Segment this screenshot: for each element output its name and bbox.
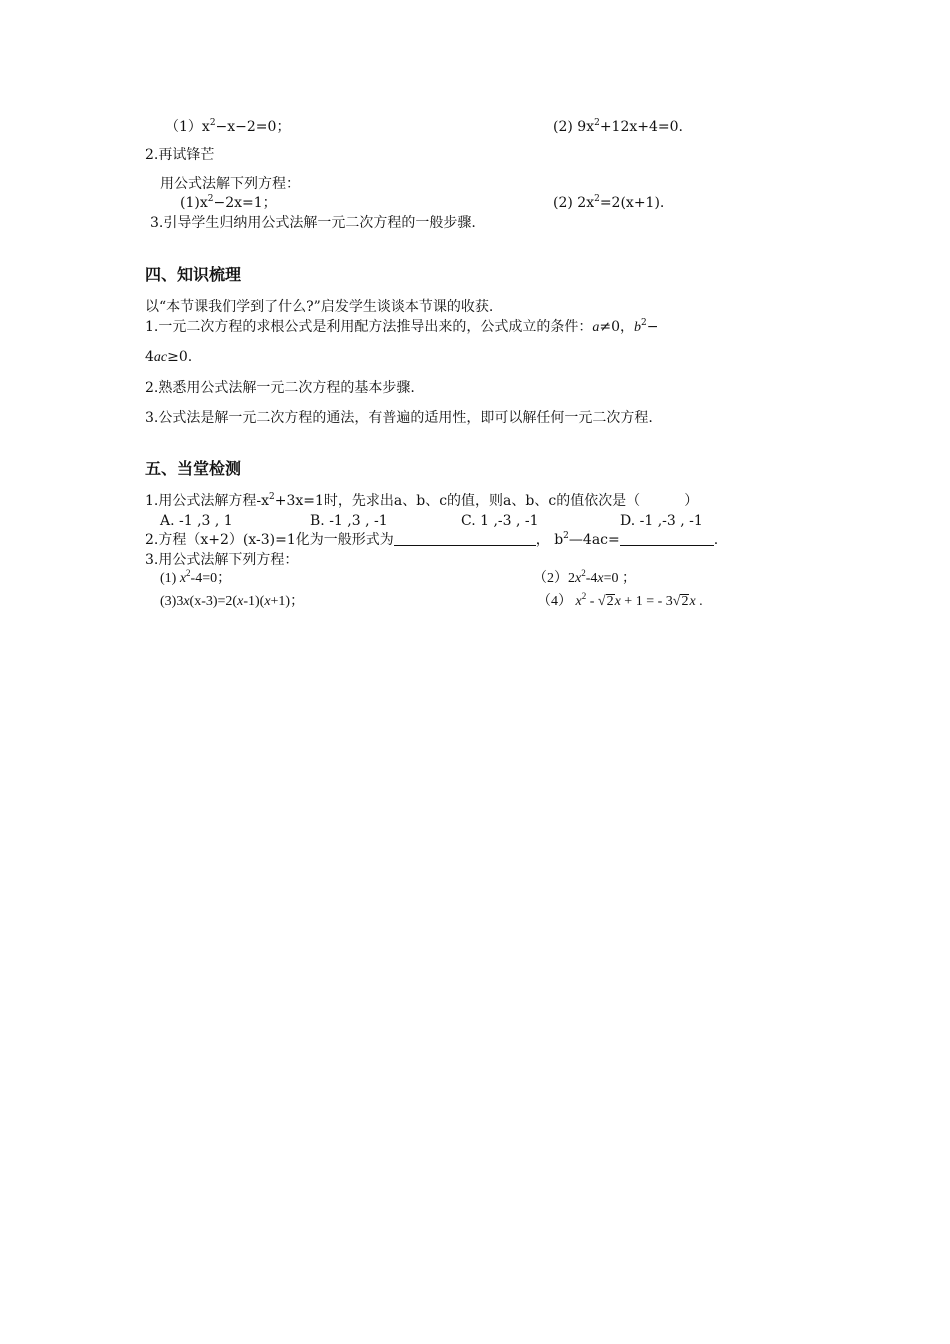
knowledge-intro: 以“本节课我们学到了什么?”启发学生谈谈本节课的收获.	[145, 299, 494, 315]
question-3-part-3: (3)3x(x-3)=2(x-1)(x+1)；	[160, 594, 305, 609]
section-2-intro: 用公式法解下列方程：	[160, 176, 300, 192]
question-3-part-2: $(2)2x^2-4x=0$ ；	[533, 568, 637, 586]
question-2: 2.方程（x+2）(x-3)=1化为一般形式为 ， $b^2—4ac=$ .	[145, 531, 719, 548]
question-1-option-d: D. -1 ,-3 , -1	[620, 513, 703, 529]
knowledge-item-3: 3.公式法是解一元二次方程的通法，有普遍的适用性，即可以解任何一元二次方程.	[145, 410, 653, 426]
top-problem-2: (2) $9x^2+12x+4=0$.	[553, 118, 683, 135]
question-3-part-4: （4） $x^2 - √2x + 1$ = - 3√2x .	[537, 591, 703, 609]
knowledge-item-1-cont: 4ac≥0.	[145, 349, 193, 365]
section-2-problem-1: $(1)x^2-2x=1$；	[180, 194, 277, 211]
question-3: 3.用公式法解下列方程：	[145, 552, 299, 568]
question-1-option-c: C. 1 ,-3 , -1	[461, 513, 539, 529]
sqrt-symbol: √	[597, 594, 606, 609]
knowledge-item-2: 2.熟悉用公式法解一元二次方程的基本步骤.	[145, 380, 415, 396]
question-1-option-b: B. -1 ,3 , -1	[310, 513, 388, 529]
heading-in-class-test: 五、当堂检测	[145, 459, 242, 478]
section-3-text: 3.引导学生归纳用公式法解一元二次方程的一般步骤.	[150, 215, 476, 231]
knowledge-item-1: 1.一元二次方程的求根公式是利用配方法推导出来的，公式成立的条件：a≠0，$b^2-$	[145, 318, 659, 335]
question-3-part-1: (1) $x^2-4=0$；	[160, 568, 232, 586]
answer-blank-general-form[interactable]	[394, 531, 536, 546]
answer-blank-discriminant[interactable]	[620, 531, 714, 546]
question-1: 1.用公式法解方程$-x^2+3x=1$时，先求出a、b、c的值，则a、b、c的值依次是（ ）	[145, 492, 699, 509]
section-2-title: 2.再试锋芒	[145, 147, 215, 163]
question-1-option-a: A. -1 ,3 , 1	[160, 513, 233, 529]
heading-knowledge-review: 四、知识梳理	[145, 265, 242, 284]
top-problem-1: $(1)x^2-x-2=0$；	[165, 118, 291, 135]
section-2-problem-2: (2) $2x^2=2(x+1)$.	[553, 194, 665, 211]
sqrt-symbol: √	[672, 594, 681, 609]
